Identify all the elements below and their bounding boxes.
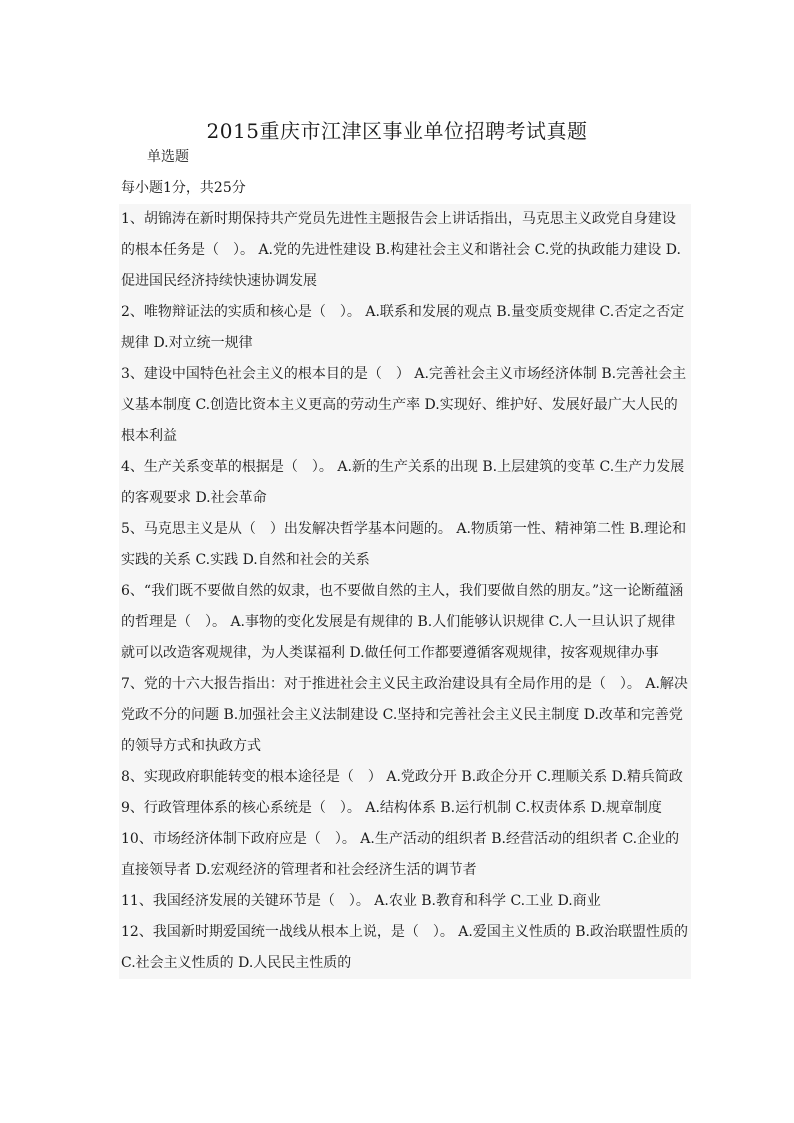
question-11: 11、我国经济发展的关键环节是（ ）。 A.农业 B.教育和科学 C.工业 D.商业 bbox=[119, 886, 691, 917]
question-4: 4、生产关系变革的根据是（ ）。 A.新的生产关系的出现 B.上层建筑的变革 C.生产力发展的客观要求 D.社会革命 bbox=[119, 452, 691, 514]
document-body bbox=[119, 142, 691, 979]
question-2: 2、唯物辩证法的实质和核心是（ ）。 A.联系和发展的观点 B.量变质变规律 C.否定之否定规律 D.对立统一规律 bbox=[119, 297, 691, 359]
question-1: 1、胡锦涛在新时期保持共产党员先进性主题报告会上讲话指出，马克思主义政党自身建设的根本任务是（ ）。 A.党的先进性建设 B.构建社会主义和谐社会 C.党的执政能力建设 D.促进国民经济持续快速协调发展 bbox=[119, 204, 691, 297]
question-8: 8、实现政府职能转变的根本途径是（ ） A.党政分开 B.政企分开 C.理顺关系 D.精兵简政 bbox=[119, 762, 691, 793]
section-heading: 单选题 bbox=[147, 149, 189, 165]
question-5: 5、马克思主义是从（ ）出发解决哲学基本问题的。 A.物质第一性、精神第二性 B.理论和实践的关系 C.实践 D.自然和社会的关系 bbox=[119, 514, 691, 576]
question-10: 10、市场经济体制下政府应是（ ）。 A.生产活动的组织者 B.经营活动的组织者 C.企业的直接领导者 D.宏观经济的管理者和社会经济生活的调节者 bbox=[119, 824, 691, 886]
question-3: 3、建设中国特色社会主义的根本目的是（ ） A.完善社会主义市场经济体制 B.完善社会主义基本制度 C.创造比资本主义更高的劳动生产率 D.实现好、维护好、发展好最广大人民的根本利益 bbox=[119, 359, 691, 452]
question-12: 12、我国新时期爱国统一战线从根本上说，是（ ）。 A.爱国主义性质的 B.政治联盟性质的 C.社会主义性质的 D.人民民主性质的 bbox=[119, 917, 691, 979]
question-7: 7、党的十六大报告指出：对于推进社会主义民主政治建设具有全局作用的是（ ）。 A.解决党政不分的问题 B.加强社会主义法制建设 C.坚持和完善社会主义民主制度 D.改革和完善党的领导方式和执政方式 bbox=[119, 669, 691, 762]
question-6: 6、“我们既不要做自然的奴隶，也不要做自然的主人，我们要做自然的朋友。”这一论断蕴涵的哲理是（ ）。 A.事物的变化发展是有规律的 B.人们能够认识规律 C.人一旦认识了规律就可以改造客观规律，为人类谋福利 D.做任何工作都要遵循客观规律，按客观规律办事 bbox=[119, 576, 691, 669]
page-title: 2015重庆市江津区事业单位招聘考试真题 bbox=[206, 119, 588, 144]
question-9: 9、行政管理体系的核心系统是（ ）。 A.结构体系 B.运行机制 C.权责体系 D.规章制度 bbox=[119, 793, 691, 824]
scoring-note: 每小题1分，共25分 bbox=[121, 180, 246, 196]
